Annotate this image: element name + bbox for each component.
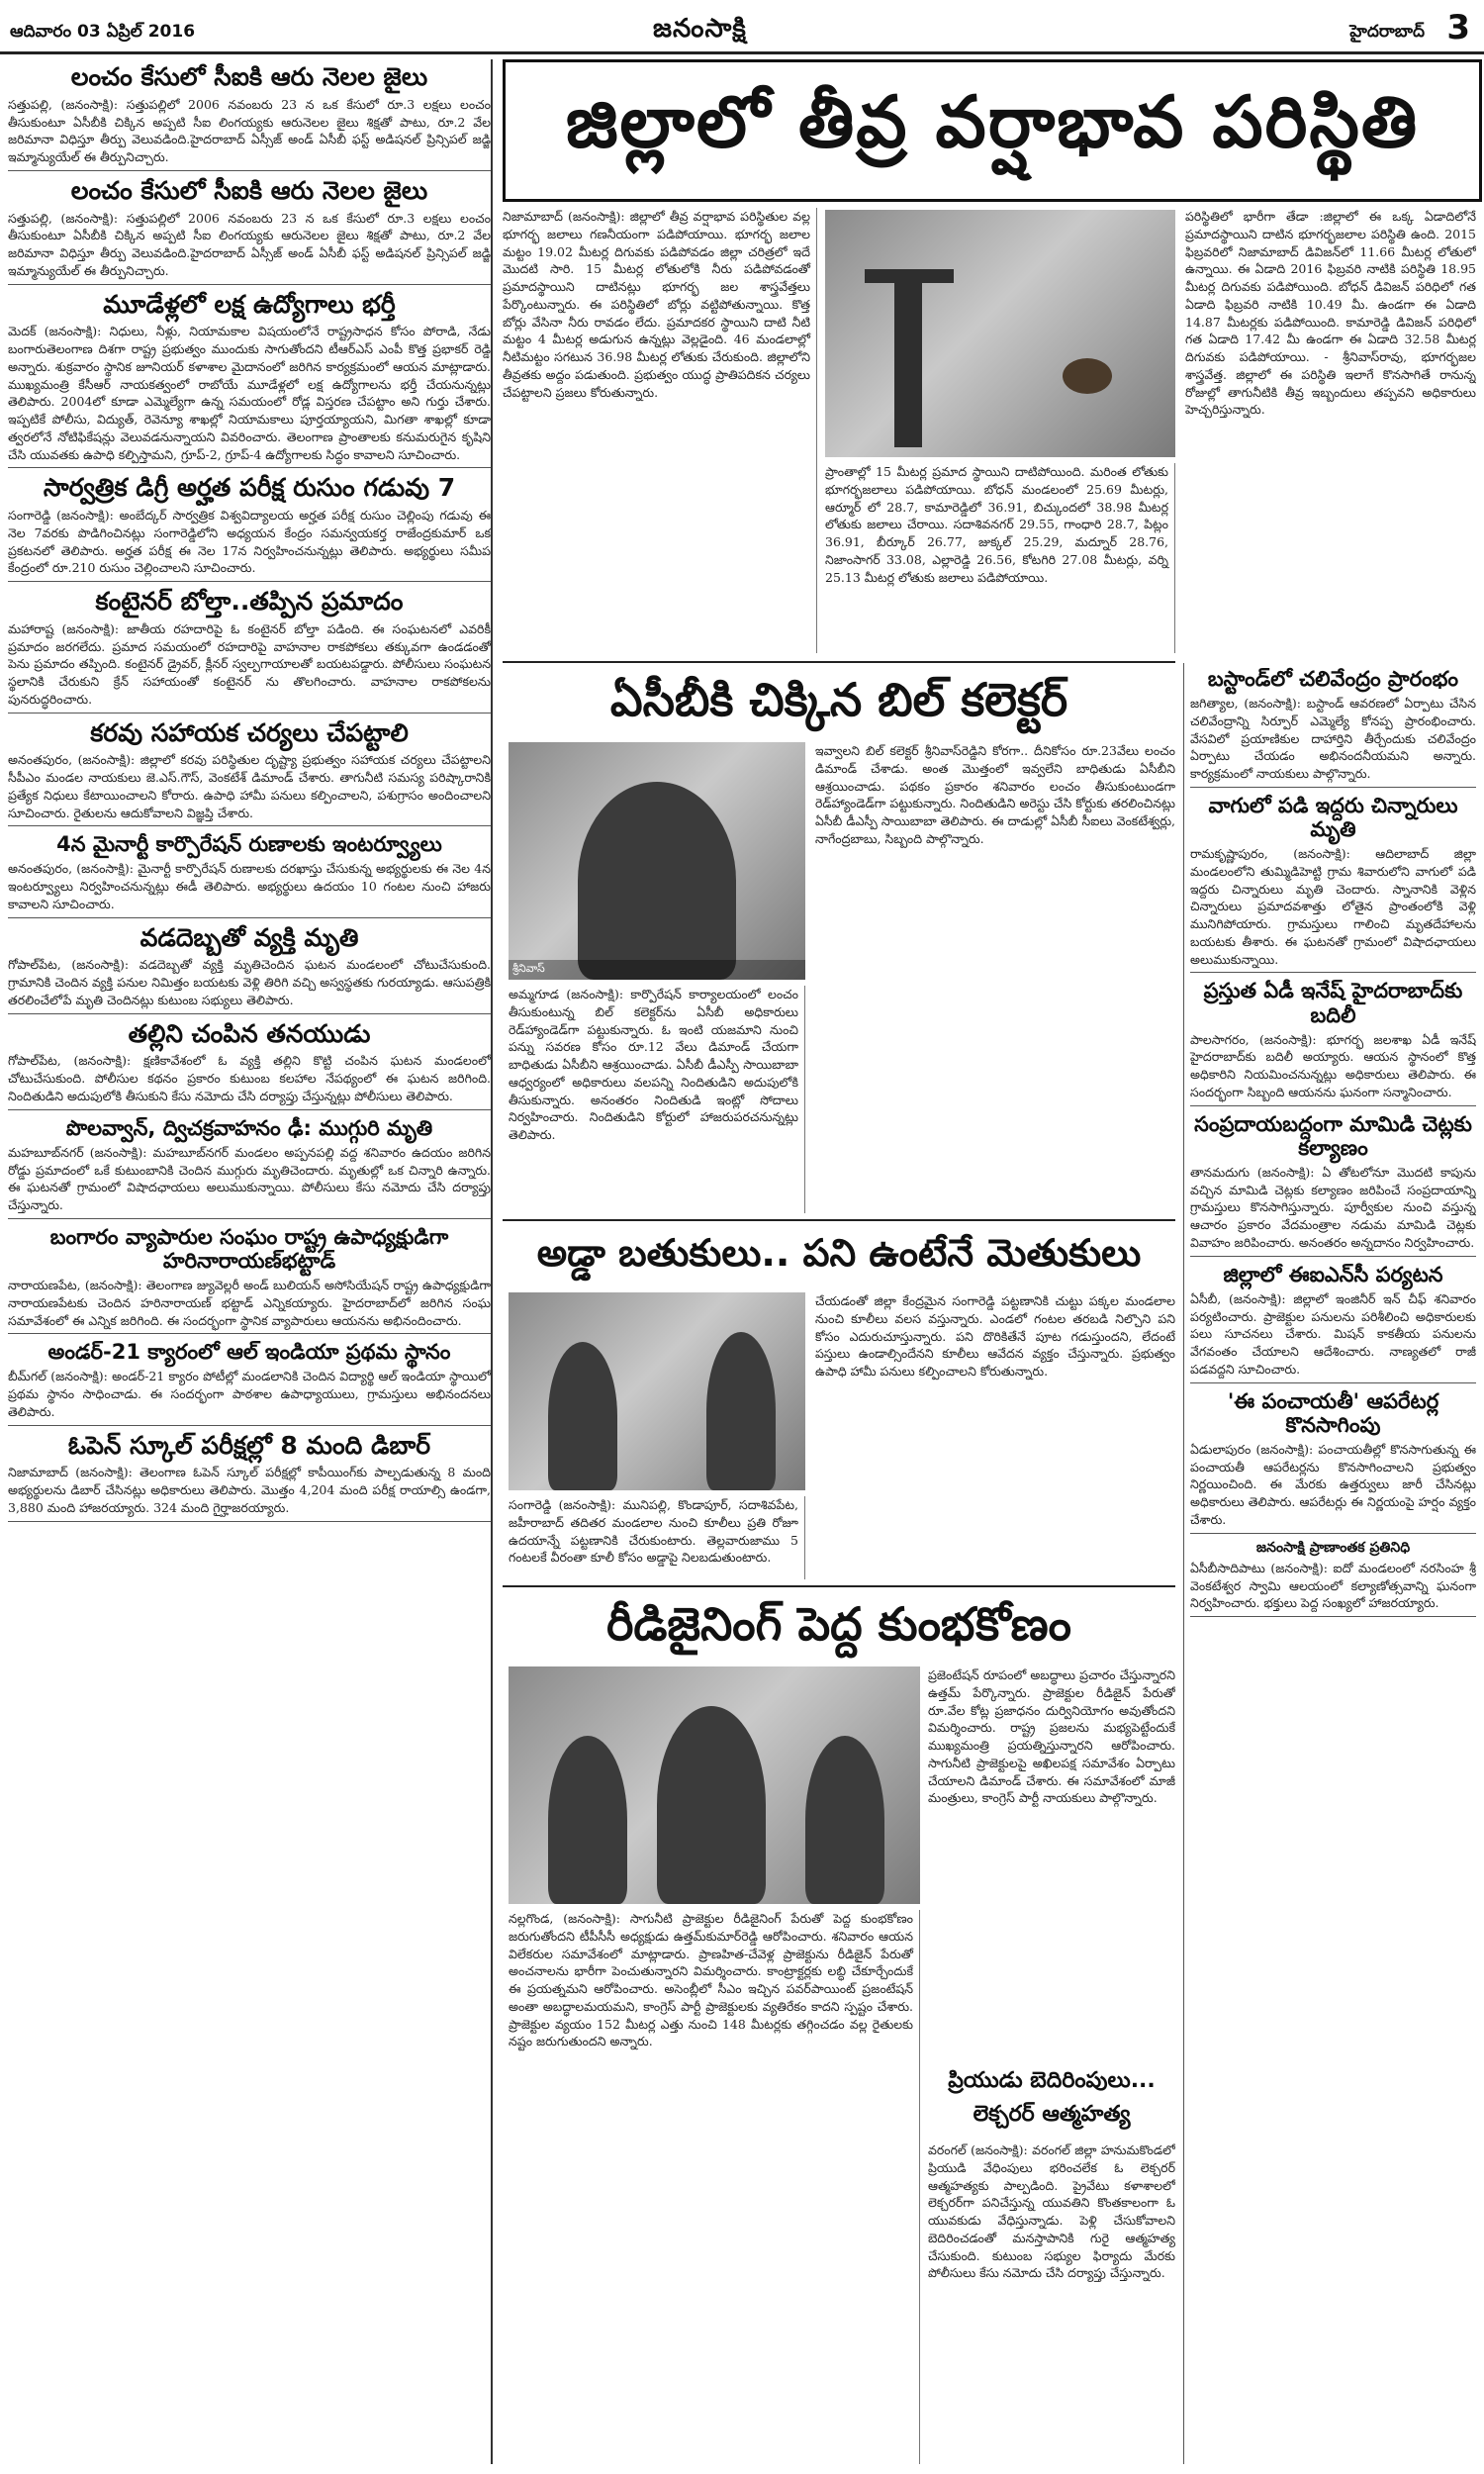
article-headline: అండర్-21 క్యారంలో ఆల్ ఇండియా ప్రథమ స్థానం <box>47 1340 451 1365</box>
article <box>8 1432 491 1522</box>
article-body: మెదక్ (జనంసాక్షి): నిధులు, నీళ్లు, నియామకాల విషయంలోనే రాష్ట్రసాధన కోసం పోరాడి, నేడు బంగారుతెలంగాణ దిశగా రాష్ట్ర ప్రభుత్వం ముందుకు సాగుతోందని టీఆర్ఎస్ ఎంపీ కొత్త ప్రభాకర్ రెడ్డి అన్నారు. శుక్రవారం స్థానిక జూనియర్ కళాశాల మైదానంలో జరిగిన కార్యక్రమంలో ఆయన మాట్లాడారు. ముఖ్యమంత్రి కేసీఆర్ నాయకత్వంలో రాబోయే మూడేళ్లలో లక్ష ఉద్యోగాలను భర్తీ చేయనున్నట్లు తెలిపారు. 2004లో కూడా ఎమ్మెల్యేగా ఉన్న సమయంలో రోడ్ల విస్తరణ చేపట్టాం అని గుర్తు చేశారు. ఇప్పటికే పోలీసు, విద్యుత్, రెవెన్యూ శాఖల్లో నియామకాలు పూర్తయ్యాయని, మిగతా శాఖల్లో కూడా త్వరలోనే నోటిఫికేషన్లు వెలువడనున్నాయని వివరించారు. తెలంగాణ ప్రాంతాలకు కనుమరుగైన కృషిని చేసి యువతకు ఉపాధి కల్పిస్తామని, గ్రూప్-2, గ్రూప్-4 ఉద్యోగాలకు సిద్ధం కావాలని సూచించారు. <box>8 324 491 462</box>
article-headline: బంగారం వ్యాపారుల సంఘం రాష్ట్ర ఉపాధ్యక్షుడిగా హరినారాయణ్‌భట్టాడ్ <box>49 1224 449 1273</box>
acb-column-2: ఇవ్వాలని బిల్ కలెక్టర్ శ్రీనివాస్‌రెడ్డిని కోరగా.. దీనికోసం రూ.23వేలు లంచం డిమాండ్ చేశాడు. అంత మొత్తంలో ఇవ్వలేని బాధితుడు ఏసీబీని ఆశ్రయించాడు. పథకం ప్రకారం శనివారం లంచం తీసుకుంటుండగా రెడ్‌హ్యాండెడ్‌గా పట్టుకున్నారు. నిందితుడిని అరెస్టు చేసి కోర్టుకు తరలించినట్లు ఏసీబీ డీఎస్పీ సాయిబాబా తెలిపారు. ఈ దాడుల్లో ఏసీబీ సీఐలు వెంకటేశ్వర్లు, నాగేంద్రబాబు, సిబ్బంది పాల్గొన్నారు. <box>815 743 1175 846</box>
article <box>8 63 491 171</box>
article-body: అనంతపురం, (జనంసాక్షి): జిల్లాలో కరవు పరిస్థితుల దృష్ట్యా ప్రభుత్వం సహాయక చర్యలు చేపట్టాలని సీపీఎం మండల నాయకులు జె.ఎస్.గౌస్, వెంకటేశ్ డిమాండ్ చేశారు. తాగునీటి సమస్య పరిష్కారానికి ప్రత్యేక నిధులు కేటాయించాలని కోరారు. ఉపాధి హామీ పనులు కల్పించాలని, పశుగ్రాసం అందించాలని సూచించారు. రైతులను ఆదుకోవాలని విజ్ఞప్తి చేశారు. <box>8 752 491 820</box>
drought-column-1: నిజామాబాద్ (జనంసాక్షి): జిల్లాలో తీవ్ర వర్షాభావ పరిస్థితుల వల్ల భూగర్భ జలాలు గణనీయంగా పడిపోయాయి. భూగర్భ జలాల మట్టం 19.02 మీటర్ల దిగువకు పడిపోవడం జిల్లా చరిత్రలో ఇదే మొదటి సారి. 15 మీటర్ల లోతులోకి నీరు పడిపోవడంతో ప్రమాదస్థాయిని దాటినట్లు భూగర్భ జల శాస్త్రవేత్తలు పేర్కొంటున్నారు. ఈ పరిస్థితిలో బోర్లు వట్టిపోతున్నాయి. కొత్త బోర్లు వేసినా నీరు రావడం లేదు. ప్రమాదకర స్థాయిని దాటి నీటి మట్టం 4 మీటర్ల అడుగున ఉన్నట్లు వెల్లడైంది. 46 మండలాల్లో నీటిమట్టం సగటున 36.98 మీటర్ల లోతుకు చేరుకుంది. జిల్లాలోని తీవ్రతకు అద్దం పడుతుంది. ప్రభుత్వం యుద్ధ ప్రాతిపదికన చర్యలు చేపట్టాలని ప్రజలు కోరుతున్నారు. <box>503 208 817 653</box>
page-number: 3 <box>1446 8 1470 48</box>
lead-headline: జిల్లాలో తీవ్ర వర్షాభావ పరిస్థితి <box>565 80 1420 163</box>
article-headline: 4న మైనార్టీ కార్పొరేషన్ రుణాలకు ఇంటర్వ్యూలు <box>56 832 442 857</box>
divider <box>503 661 1175 663</box>
article-headline: కంటైనర్ బోల్తా..తప్పిన ప్రమాదం <box>95 587 404 616</box>
article-body: నిజామాబాద్ (జనంసాక్షి): తెలంగాణ ఓపెన్ స్కూల్ పరీక్షల్లో కాపీయింగ్‌కు పాల్పడుతున్న 8 మంది అభ్యర్థులను డిబార్ చేసినట్లు అధికారులు తెలిపారు. మొత్తం 4,204 మంది పరీక్ష రాయాల్సి ఉండగా, 3,880 మంది హాజరయ్యారు. 324 మంది గైర్హాజరయ్యారు. <box>8 1465 491 1515</box>
lead-banner <box>503 59 1482 202</box>
article-headline: ప్రస్తుత ఏడీ ఇనేష్ హైదరాబాద్‌కు బదిలీ <box>1203 979 1463 1027</box>
photo-caption: శ్రీనివాస్ <box>509 960 805 980</box>
article-body: నారాయణపేట, (జనంసాక్షి): తెలంగాణ జ్యువెల్లరీ అండ్ బులియన్ అసోసియేషన్ రాష్ట్ర ఉపాధ్యక్షుడిగా నారాయణపేటకు చెందిన హరినారాయణ్ భట్టాడ్ ఎన్నికయ్యారు. హైదరాబాద్‌లో జరిగిన సంఘ సమావేశంలో ఈ ఎన్నిక జరిగింది. ఈ సందర్భంగా స్థానిక వ్యాపారులు ఆయనను అభినందించారు. <box>8 1278 491 1328</box>
article-body: సత్తుపల్లి, (జనంసాక్షి): సత్తుపల్లిలో 2006 నవంబరు 23 న ఒక కేసులో రూ.3 లక్షలు లంచం తీసుకుంటూ ఏసీబీకి చిక్కిన అప్పటి సీఐ లింగయ్యకు ఆరునెలల జైలు శిక్షతో పాటు, రూ.2 వేల జరిమానా విధిస్తూ తీర్పు వెలువడింది.హైదరాబాద్ ఏస్సీజ్ అండ్ ఏసీబీ ఫస్ట్ అడిషనల్ ప్రిన్సిపల్ జడ్జి ఇమ్మాన్యుయేల్ ఈ తీర్పునిచ్చారు. <box>8 210 491 278</box>
article <box>8 1116 491 1219</box>
person-silhouette <box>657 1706 766 1904</box>
divider <box>503 1219 1175 1221</box>
article <box>1190 1389 1476 1534</box>
article-body: గోపాల్‌పేట, (జనంసాక్షి): క్షణికావేశంలో ఓ వ్యక్తి తల్లిని కొట్టి చంపిన ఘటన మండలంలో చోటుచేసుకుంది. పోలీసుల కథనం ప్రకారం కుటుంబ కలహాల నేపథ్యంలో ఈ ఘటన జరిగింది. నిందితుడిని అదుపులోకి తీసుకుని కేసు నమోదు చేసి దర్యాప్తు చేస్తున్నట్లు పోలీసులు తెలిపారు. <box>8 1053 491 1103</box>
article <box>8 177 491 285</box>
adda-headline: అడ్డా బతుకులు.. పని ఉంటేనే మెతుకులు <box>536 1231 1142 1275</box>
article-body: సంగారెడ్డి (జనంసాక్షి): అంబేద్కర్ సార్వత్రిక విశ్వవిద్యాలయ అర్హత పరీక్ష రుసుం చెల్లింపు గడువు ఈ నెల 7వరకు పొడిగించినట్లు సంగారెడ్డిలోని అధ్యయన కేంద్రం సమన్వయకర్త రాజేంద్రకుమార్ ఒక ప్రకటనలో తెలిపారు. అర్హత పరీక్ష ఈ నెల 17న నిర్వహించనున్నట్లు తెలిపారు. అభ్యర్థులు సమీప కేంద్రంలో రూ.210 రుసుం చెల్లించాలని సూచించారు. <box>8 508 491 576</box>
article-headline: లంచం కేసులో సీఐకి ఆరు నెలల జైలు <box>70 175 428 205</box>
article <box>8 474 491 582</box>
handpump-shape <box>894 269 922 447</box>
person-silhouette <box>548 1342 617 1490</box>
article-headline: వాగులో పడి ఇద్దరు చిన్నారులు మృతి <box>1208 793 1458 842</box>
article <box>8 1020 491 1110</box>
article <box>1190 1263 1476 1383</box>
article-body: ఏడులాపురం (జనంసాక్షి): పంచాయతీల్లో కొనసాగుతున్న ఈ పంచాయతీ ఆపరేటర్లను కొనసాగించాలని ప్రభుత్వం నిర్ణయించింది. ఈ మేరకు ఉత్తర్వులు జారీ చేసినట్లు అధికారులు తెలిపారు. ఆపరేటర్లు ఈ నిర్ణయంపై హర్షం వ్యక్తం చేశారు. <box>1190 1441 1476 1527</box>
article <box>8 832 491 917</box>
article <box>1190 794 1476 974</box>
newspaper-logo: జనంసాక్షి <box>653 14 747 44</box>
article-body: గోపాల్‌పేట, (జనంసాక్షి): వడదెబ్బతో వ్యక్తి మృతిచెందిన ఘటన మండలంలో చోటుచేసుకుంది. గ్రామానికి చెందిన వ్యక్తి పనుల నిమిత్తం బయటకు వెళ్లి తిరిగి వచ్చి అస్వస్థతకు గురయ్యాడు. ఆసుపత్రికి తరలించేలోపే మృతి చెందినట్లు కుటుంబ సభ్యులు తెలిపారు. <box>8 957 491 1007</box>
article <box>1190 1112 1476 1257</box>
lecturer-headline-2: లెక్చరర్ ఆత్మహత్య <box>973 2102 1131 2127</box>
article-headline: తల్లిని చంపిన తనయుడు <box>128 1018 371 1048</box>
drought-column-3: పరిస్థితిలో భారీగా తేడా :జిల్లాలో ఈ ఒక్క ఏడాదిలోనే ప్రమాదస్థాయిని దాటిన భూగర్భజలాల పరిస్థితి ఉంది. 2015 ఫిబ్రవరిలో నిజామాబాద్ డివిజన్‌లో 11.66 మీటర్ల లోతులో ఉన్నాయి. ఈ ఏడాది 2016 ఫిబ్రవరి నాటికి పరిస్థితి 18.95 మీటర్ల దిగువకు పడిపోయింది. బోధన్ డివిజన్ పరిధిలో గత ఏడాది ఫిబ్రవరి నాటికి 10.49 మీ. ఉండగా ఈ ఏడాది 14.87 మీటర్లకు పడిపోయింది. కామారెడ్డి డివిజన్ పరిధిలో గత ఏడాది 17.42 మీ ఉండగా ఈ ఏడాది 32.58 మీటర్ల దిగువకు పడిపోయాయి. - శ్రీనివాస్‌రావు, భూగర్భజల శాస్త్రవేత్త. జిల్లాలో ఈ పరిస్థితి ఇలాగే కొనసాగితే రానున్న రోజుల్లో తాగునీటికి తీవ్ర ఇబ్బందులు తప్పవని అధికారులు హెచ్చరిస్తున్నారు. <box>1185 209 1476 418</box>
redesign-column-2: ప్రజెంటేషన్ రూపంలో అబద్ధాలు ప్రచారం చేస్తున్నారని ఉత్తమ్ పేర్కొన్నారు. ప్రాజెక్టుల రీడిజైన్ పేరుతో రూ.వేల కోట్ల ప్రజాధనం దుర్వినియోగం అవుతోందని విమర్శించారు. రాష్ట్ర ప్రజలను మభ్యపెట్టేందుకే ముఖ్యమంత్రి ప్రయత్నిస్తున్నారని ఆరోపించారు. సాగునీటి ప్రాజెక్టులపై అఖిలపక్ష సమావేశం ఏర్పాటు చేయాలని డిమాండ్ చేశారు. ఈ సమావేశంలో మాజీ మంత్రులు, కాంగ్రెస్ పార్టీ నాయకులు పాల్గొన్నారు. <box>928 1667 1175 1806</box>
article <box>1190 667 1476 788</box>
person-silhouette <box>706 1332 776 1490</box>
article-body: తానమదుగు (జనంసాక్షి): ఏ తోటలోనూ మొదటి కాపును వచ్చిన మామిడి చెట్లకు కల్యాణం జరిపించే సంప్రదాయాన్ని గ్రామస్తులు కొనసాగిస్తున్నారు. పూర్వీకుల నుంచి వస్తున్న ఆచారం ప్రకారం వేదమంత్రాల నడుమ మామిడి చెట్లకు వివాహం జరిపించారు. అనంతరం అన్నదానం నిర్వహించారు. <box>1190 1164 1476 1250</box>
person-silhouette <box>805 1736 884 1904</box>
issue-date: ఆదివారం 03 ఏప్రిల్ 2016 <box>10 22 196 42</box>
press-meet-photo <box>509 1666 920 1904</box>
left-news-column <box>8 59 493 2464</box>
article-headline: జనంసాక్షి ప్రాణాంతక ప్రతినిధి <box>1255 1539 1411 1556</box>
article-headline: లంచం కేసులో సీఐకి ఆరు నెలల జైలు <box>70 62 428 91</box>
lecturer-headline-1: ప్రియుడు బెదిరింపులు... <box>948 2068 1156 2093</box>
adda-column-1: సంగారెడ్డి (జనంసాక్షి): మునిపల్లి, కొండాపూర్, సదాశివపేట, జహీరాబాద్ తదితర మండలాల నుంచి కూలీలు ప్రతి రోజూ ఉదయాన్నే పట్టణానికి చేరుకుంటారు. తెల్లవారుజాము 5 గంటలకే వీరంతా కూలీ కోసం అడ్డాపై నిలబడుతుంటారు. <box>509 1496 805 1579</box>
article-body: అనంతపురం, (జనంసాక్షి): మైనార్టీ కార్పొరేషన్ రుణాలకు దరఖాస్తు చేసుకున్న అభ్యర్థులకు ఈ నెల 4న ఇంటర్వ్యూలు నిర్వహించనున్నట్లు ఈడీ తెలిపారు. అభ్యర్థులు ఉదయం 10 గంటల నుంచి హాజరు కావాలని సూచించారు. <box>8 861 491 911</box>
article <box>8 719 491 827</box>
edition-city: హైదరాబాద్ <box>1349 22 1425 42</box>
article-body: పాలసాగరం, (జనంసాక్షి): భూగర్భ జలశాఖ ఏడీ ఇనేష్ హైదరాబాద్‌కు బదిలీ అయ్యారు. ఆయన స్థానంలో కొత్త అధికారిని నియమించనున్నట్లు అధికారులు తెలిపారు. ఈ సందర్భంగా సిబ్బంది ఆయనను ఘనంగా సన్మానించారు. <box>1190 1031 1476 1099</box>
article-body: బీమ్‌గల్ (జనంసాక్షి): అండర్-21 క్యారం పోటీల్లో మండలానికి చెందిన విద్యార్థి ఆల్ ఇండియా స్థాయిలో ప్రథమ స్థానం సాధించాడు. ఈ సందర్భంగా పాఠశాల ఉపాధ్యాయులు, గ్రామస్తులు అభినందనలు తెలిపారు. <box>8 1369 491 1419</box>
article <box>1190 979 1476 1105</box>
article-headline: ఓపెన్ స్కూల్ పరీక్షల్లో 8 మంది డిబార్ <box>67 1430 431 1460</box>
article <box>8 1225 491 1335</box>
article-body: రామకృష్ణాపురం, (జనంసాక్షి): ఆదిలాబాద్ జిల్లా మండలంలోని తుమ్మిడిహెట్టి గ్రామ శివారులోని వాగులో పడి ఇద్దరు చిన్నారులు మృతి చెందారు. స్నానానికి వెళ్లిన చిన్నారులు ప్రమాదవశాత్తు లోతైన ప్రాంతంలోకి వెళ్లి మునిగిపోయారు. గ్రామస్తులు గాలించి మృతదేహాలను బయటకు తీశారు. ఈ ఘటనతో గ్రామంలో విషాదఛాయలు అలుముకున్నాయి. <box>1190 846 1476 967</box>
article-headline: జిల్లాలో ఈఐఎన్‌సీ పర్యటన <box>1223 1262 1443 1286</box>
acb-headline: ఏసీబీకి చిక్కిన బిల్ కలెక్టర్ <box>609 673 1068 726</box>
article-headline: కరవు సహాయక చర్యలు చేపట్టాలి <box>90 717 409 747</box>
person-silhouette <box>548 1736 627 1904</box>
article-body: ఏసీబీసాదిపాటు (జనంసాక్షి): ఐదో మండలంలో నరసింహ శ్రీ వెంకటేశ్వర స్వామి ఆలయంలో కల్యాణోత్సవాన్ని ఘనంగా నిర్వహించారు. భక్తులు పెద్ద సంఖ్యలో హాజరయ్యారు. <box>1190 1560 1476 1611</box>
drought-column-2: ప్రాంతాల్లో 15 మీటర్ల ప్రమాద స్థాయిని దాటిపోయింది. మరింత లోతుకు భూగర్భజలాలు పడిపోయాయి. బోధన్ మండలంలో 25.69 మీటర్లు, ఆర్మూర్ లో 28.7, కామారెడ్డిలో 36.91, బిచ్కుందలో 38.98 మీటర్ల లోతుకు జలాలు చేరాయి. సదాశివనగర్ 29.55, గాంధారి 28.7, పిట్లం 36.91, బీర్కూర్ 26.77, జుక్కల్ 25.29, మద్నూర్ 28.76, నిజాంసాగర్ 33.08, ఎల్లారెడ్డి 26.56, కోటగిరి 27.08 మీటర్లు, వర్ని 25.13 మీటర్ల లోతుకు జలాలు పడిపోయాయి. <box>825 463 1175 653</box>
right-news-column <box>1183 663 1476 2464</box>
article-headline: సంప్రదాయబద్దంగా మామిడి చెట్లకు కల్యాణం <box>1194 1111 1472 1160</box>
divider <box>503 1585 1175 1587</box>
article-headline: బస్టాండ్‌లో చలివేంద్రం ప్రారంభం <box>1207 667 1459 691</box>
article-headline: మూడేళ్లలో లక్ష ఉద్యోగాలు భర్తీ <box>103 289 396 319</box>
person-silhouette <box>578 782 736 980</box>
masthead <box>0 0 1484 54</box>
article <box>8 924 491 1014</box>
redesign-column-1: నల్లగొండ, (జనంసాక్షి): సాగునీటి ప్రాజెక్టుల రీడిజైనింగ్ పేరుతో పెద్ద కుంభకోణం జరుగుతోందని టీపీసీసీ అధ్యక్షుడు ఉత్తమ్‌కుమార్‌రెడ్డి ఆరోపించారు. శనివారం ఆయన విలేకరుల సమావేశంలో మాట్లాడారు. ప్రాణహిత-చేవెళ్ల ప్రాజెక్టును రీడిజైన్ పేరుతో అంచనాలను భారీగా పెంచుతున్నారని విమర్శించారు. కాంట్రాక్టర్లకు లబ్ధి చేకూర్చేందుకే ఈ ప్రయత్నమని ఆరోపించారు. అసెంబ్లీలో సీఎం ఇచ్చిన పవర్‌పాయింట్ ప్రజంటేషన్ అంతా అబద్ధాలమయమని, కాంగ్రెస్ పార్టీ ప్రాజెక్టులకు వ్యతిరేకం కాదని స్పష్టం చేశారు. ప్రాజెక్టుల వ్యయం 152 మీటర్ల ఎత్తు నుంచి 148 మీటర్లకు తగ్గించడం వల్ల రైతులకు నష్టం జరుగుతుందని అన్నారు. <box>509 1910 920 2464</box>
article-headline: సార్వత్రిక డిగ్రీ అర్హత పరీక్ష రుసుం గడువు 7 <box>43 473 456 503</box>
article <box>1190 1540 1476 1617</box>
labourers-photo <box>509 1292 805 1490</box>
article <box>8 588 491 714</box>
adda-column-2: చేయడంతో జిల్లా కేంద్రమైన సంగారెడ్డి పట్టణానికి చుట్టు పక్కల మండలాల నుంచి కూలీలు వలస వస్తున్నారు. ఎండలో గంటల తరబడి నిల్చొని పని కోసం ఎదురుచూస్తున్నారు. పని దొరికితేనే పూట గడుస్తుందని, లేదంటే పస్తులు ఉండాల్సిందేనని కూలీలు ఆవేదన వ్యక్తం చేస్తున్నారు. ప్రభుత్వం ఉపాధి హామీ పనులు కల్పించాలని కోరుతున్నారు. <box>815 1293 1175 1379</box>
acb-column-1: అమ్మగూడ (జనంసాక్షి): కార్పొరేషన్ కార్యాలయంలో లంచం తీసుకుంటున్న బిల్ కలెక్టర్‌ను ఏసీబీ అధికారులు రెడ్‌హ్యాండెడ్‌గా పట్టుకున్నారు. ఓ ఇంటి యజమాని నుంచి పన్ను సవరణ కోసం రూ.12 వేలు డిమాండ్ చేయగా బాధితుడు ఏసీబీని ఆశ్రయించాడు. ఏసీబీ డీఎస్పీ సాయిబాబా ఆధ్వర్యంలో అధికారులు వలపన్ని నిందితుడిని అదుపులోకి తీసుకున్నారు. అనంతరం నిందితుడి ఇంట్లో సోదాలు నిర్వహించారు. నిందితుడిని కోర్టులో హాజరుపరచనున్నట్లు తెలిపారు. <box>509 986 805 1213</box>
article-body: జగిత్యాల, (జనంసాక్షి): బస్టాండ్ ఆవరణలో ఏర్పాటు చేసిన చలివేంద్రాన్ని సిర్పూర్ ఎమ్మెల్యే కోనప్ప ప్రారంభించారు. వేసవిలో ప్రయాణికుల దాహార్తిని తీర్చేందుకు చలివేంద్రం ఏర్పాటు చేయడం అభినందనీయమని అన్నారు. కార్యక్రమంలో నాయకులు పాల్గొన్నారు. <box>1190 696 1476 782</box>
handpump-handle <box>865 269 954 283</box>
rooster-shape <box>1063 358 1112 394</box>
article-headline: పొలవ్వాన్, ద్విచక్రవాహనం ఢీ: ముగ్గురి మృతి <box>65 1115 433 1140</box>
redesign-headline: రీడిజైనింగ్ పెద్ద కుంభకోణం <box>606 1597 1071 1651</box>
article-body: మహబూబ్‌నగర్ (జనంసాక్షి): మహబూబ్‌నగర్ మండలం అప్పనపల్లి వద్ద శనివారం ఉదయం జరిగిన రోడ్డు ప్రమాదంలో ఒకే కుటుంబానికి చెందిన ముగ్గురు మృతిచెందారు. మృతుల్లో ఒక చిన్నారి ఉన్నారు. ఈ ఘటనతో గ్రామంలో విషాదఛాయలు అలుముకున్నాయి. పోలీసులు కేసు నమోదు చేసి దర్యాప్తు చేస్తున్నారు. <box>8 1144 491 1213</box>
acb-accused-photo <box>509 742 805 980</box>
article <box>8 1340 491 1425</box>
article-body: మహారాష్ట (జనంసాక్షి): జాతీయ రహదారిపై ఓ కంటైనర్ బోల్తా పడింది. ఈ సంఘటనలో ఎవరికీ ప్రమాదం జరగలేదు. ప్రమాద సమయంలో రహదారిపై వాహనాల రాకపోకలు తక్కువగా ఉండడంతో పెను ప్రమాదం తప్పింది. కంటైనర్ డ్రైవర్, క్లీనర్ స్వల్పగాయాలతో బయటపడ్డారు. పోలీసులు సంఘటన స్థలానికి చేరుకుని క్రేన్ సహాయంతో కంటైనర్ ను తొలగించారు. వాహనాల రాకపోకలను పునరుద్ధరించారు. <box>8 620 491 707</box>
article-headline: వడదెబ్బతో వ్యక్తి మృతి <box>139 922 359 952</box>
lecturer-story-body: వరంగల్ (జనంసాక్షి): వరంగల్ జిల్లా హనుమకొండలో ప్రియుడి వేధింపులు భరించలేక ఓ లెక్చరర్ ఆత్మహత్యకు పాల్పడింది. ప్రైవేటు కళాశాలలో లెక్చరర్‌గా పనిచేస్తున్న యువతిని కొంతకాలంగా ఓ యువకుడు వేధిస్తున్నాడు. పెళ్లి చేసుకోవాలని బెదిరించడంతో మనస్తాపానికి గురై ఆత్మహత్య చేసుకుంది. కుటుంబ సభ్యుల ఫిర్యాదు మేరకు పోలీసులు కేసు నమోదు చేసి దర్యాప్తు చేస్తున్నారు. <box>928 2142 1175 2281</box>
article <box>8 291 491 469</box>
article-body: ఏసీబీ, (జనంసాక్షి): జిల్లాలో ఇంజినీర్ ఇన్ చీఫ్ శనివారం పర్యటించారు. ప్రాజెక్టుల పనులను పరిశీలించి అధికారులకు పలు సూచనలు చేశారు. మిషన్ కాకతీయ పనులను వేగవంతం చేయాలని ఆదేశించారు. నాణ్యతలో రాజీ పడవద్దని సూచించారు. <box>1190 1290 1476 1377</box>
article-headline: 'ఈ పంచాయతీ' ఆపరేటర్ల కొనసాగింపు <box>1227 1388 1439 1437</box>
article-body: సత్తుపల్లి, (జనంసాక్షి): సత్తుపల్లిలో 2006 నవంబరు 23 న ఒక కేసులో రూ.3 లక్షలు లంచం తీసుకుంటూ ఏసీబీకి చిక్కిన అప్పటి సీఐ లింగయ్యకు ఆరునెలల జైలు శిక్షతో పాటు, రూ.2 వేల జరిమానా విధిస్తూ తీర్పు వెలువడింది.హైదరాబాద్ ఏస్సీజ్ అండ్ ఏసీబీ ఫస్ట్ అడిషనల్ ప్రిన్సిపల్ జడ్జి ఇమ్మాన్యుయేల్ ఈ తీర్పునిచ్చారు. <box>8 96 491 164</box>
drought-photo <box>825 210 1175 457</box>
